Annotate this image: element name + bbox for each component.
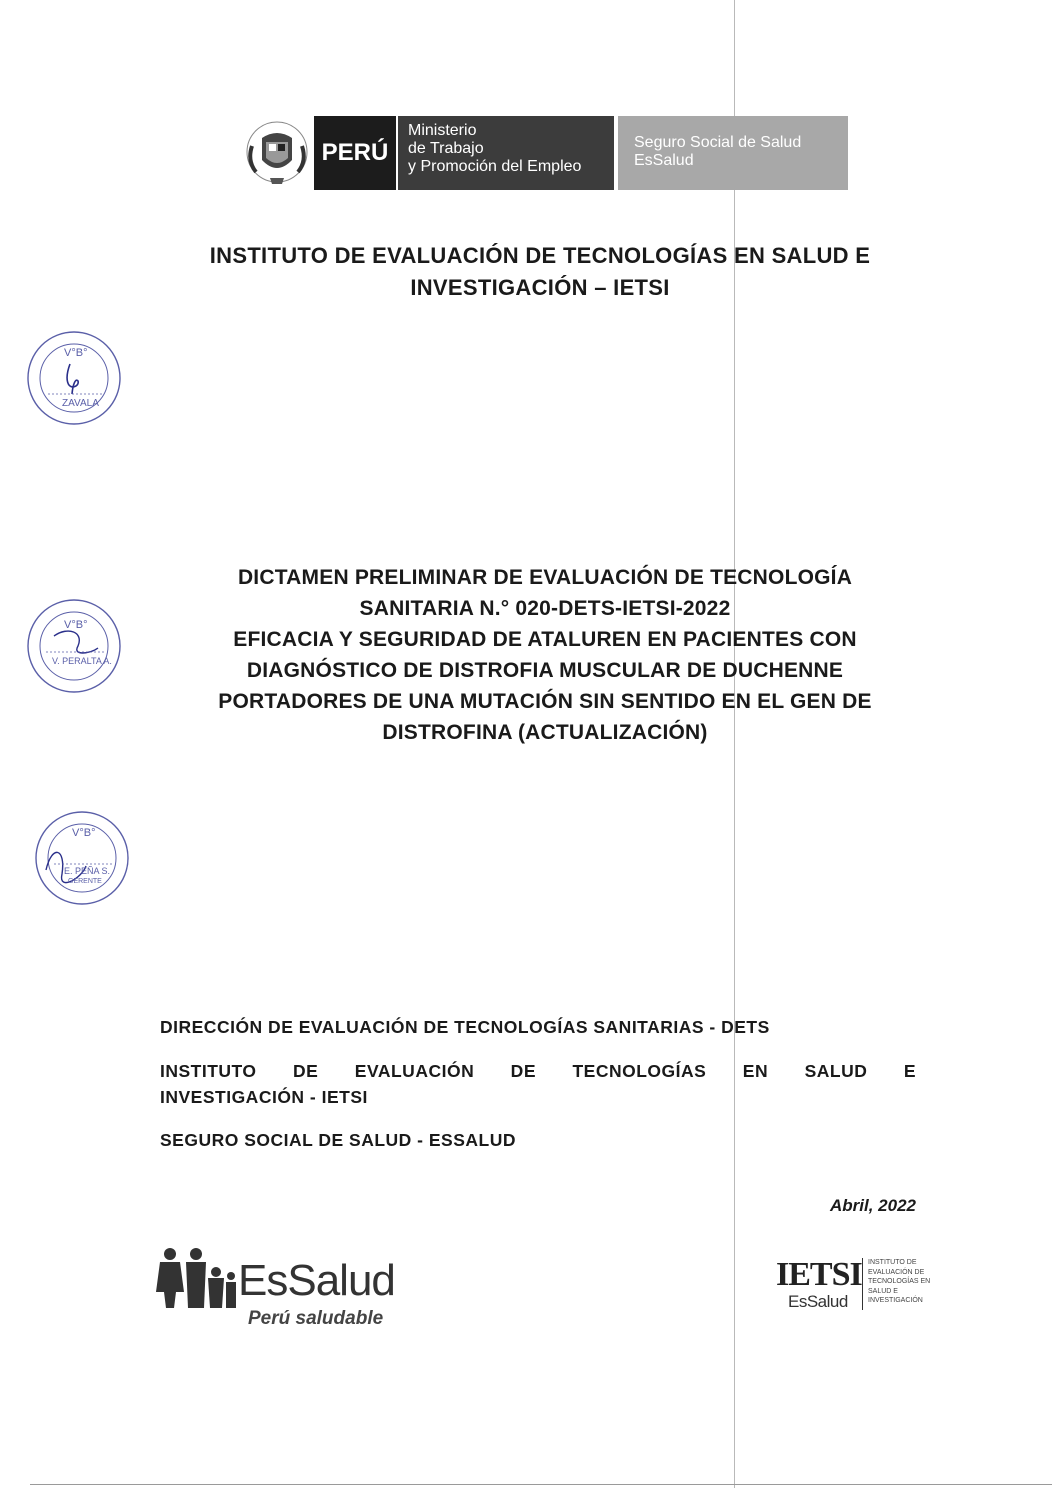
essalud-org-label: SEGURO SOCIAL DE SALUD - ESSALUD xyxy=(160,1130,516,1150)
stamp-name: E. PEÑA S. xyxy=(64,866,111,876)
document-date: Abril, 2022 xyxy=(830,1196,916,1215)
essalud-header-line: EsSalud xyxy=(634,152,694,169)
essalud-tagline: Perú saludable xyxy=(248,1308,384,1329)
approval-stamp-peralta xyxy=(24,596,124,696)
dictamen-line: EFICACIA Y SEGURIDAD DE ATALUREN EN PACIENTES CON xyxy=(233,628,857,651)
essalud-logo-word: EsSalud xyxy=(238,1256,395,1305)
approval-stamp-pena xyxy=(32,808,132,908)
ietsi-footer-logo xyxy=(776,1256,936,1316)
dictamen-line: PORTADORES DE UNA MUTACIÓN SIN SENTIDO EN EL GEN DE xyxy=(218,690,872,713)
ietsi-logo-sub: EsSalud xyxy=(788,1292,848,1311)
ietsi-desc-line: INSTITUTO DE xyxy=(868,1259,917,1266)
institute-title xyxy=(100,240,980,304)
institute-label xyxy=(160,1058,916,1110)
direction-label: DIRECCIÓN DE EVALUACIÓN DE TECNOLOGÍAS SANITARIAS - DETS xyxy=(160,1017,770,1037)
institute-title-line: INSTITUTO DE EVALUACIÓN DE TECNOLOGÍAS EN SALUD E xyxy=(209,243,871,268)
ministry-line: Ministerio xyxy=(408,122,477,139)
institute-label-line: INVESTIGACIÓN - IETSI xyxy=(160,1087,368,1107)
ietsi-logo-word: IETSI xyxy=(776,1256,862,1293)
approval-stamp-zavala xyxy=(24,328,124,428)
peru-label: PERÚ xyxy=(314,116,396,190)
dictamen-line: DICTAMEN PRELIMINAR DE EVALUACIÓN DE TECNOLOGÍA xyxy=(237,566,853,589)
institute-label-line: INSTITUTO DE EVALUACIÓN DE TECNOLOGÍAS EN SALUD E xyxy=(160,1061,916,1081)
stamp-name: ZAVALA xyxy=(62,398,99,409)
ietsi-desc-line: INVESTIGACIÓN xyxy=(868,1297,923,1304)
ietsi-desc-line: TECNOLOGÍAS EN xyxy=(868,1278,931,1285)
ministry-label xyxy=(396,116,614,190)
ietsi-logo-description xyxy=(868,1258,938,1306)
stamp-vb: V°B° xyxy=(64,619,88,631)
ietsi-desc-line: EVALUACIÓN DE xyxy=(868,1268,925,1276)
institute-title-line: INVESTIGACIÓN – IETSI xyxy=(410,275,670,300)
dictamen-line: DIAGNÓSTICO DE DISTROFIA MUSCULAR DE DUCHENNE xyxy=(246,659,844,682)
essalud-header-line: Seguro Social de Salud xyxy=(634,134,802,151)
ministry-line: de Trabajo xyxy=(408,140,484,157)
ietsi-desc-line: SALUD E xyxy=(868,1287,898,1295)
stamp-name: V. PERALTA A. xyxy=(52,656,112,666)
government-header-logo xyxy=(242,116,848,190)
dictamen-title xyxy=(150,562,940,748)
family-icon xyxy=(154,1246,238,1310)
dictamen-line: DISTROFINA (ACTUALIZACIÓN) xyxy=(382,721,708,744)
stamp-vb: V°B° xyxy=(64,347,88,359)
ietsi-logo-divider xyxy=(862,1258,863,1310)
page-bottom-edge xyxy=(30,1484,1052,1485)
stamp-vb: V°B° xyxy=(72,827,96,839)
dictamen-line: SANITARIA N.° 020-DETS-IETSI-2022 xyxy=(359,597,731,620)
essalud-header-label xyxy=(618,116,848,190)
stamp-role: GERENTE xyxy=(68,878,102,885)
essalud-footer-logo xyxy=(154,1240,414,1330)
coat-of-arms-icon xyxy=(242,116,312,190)
ministry-line: y Promoción del Empleo xyxy=(408,158,582,175)
